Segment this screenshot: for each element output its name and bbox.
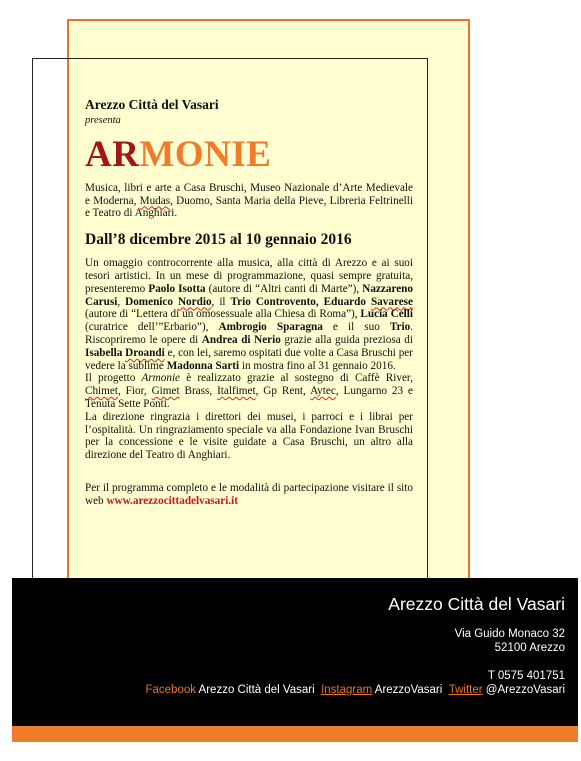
paragraph-website	[85, 482, 413, 508]
footer-org-name: Arezzo Città del Vasari	[388, 594, 565, 614]
facebook-handle: Arezzo Città del Vasari	[196, 684, 315, 696]
name-trio-controvento: Trio Controvento, Eduardo	[230, 295, 371, 308]
text: in mostra fino al 31 gennaio 2016.	[239, 359, 396, 372]
event-dates: Dall’8 dicembre 2015 al 10 gennaio 2016	[85, 231, 352, 249]
footer-street: Via Guido Monaco 32	[454, 628, 565, 640]
text: Il progetto	[85, 372, 142, 385]
text: . Riscopriremo le opere di	[85, 321, 413, 346]
name-sarti: Madonna Sarti	[166, 359, 240, 372]
text: , Lungarno 23 e Tenuta Sette Ponti.	[85, 385, 414, 410]
twitter-link[interactable]: Twitter	[448, 684, 483, 696]
text: Per il programma completo e le modalità di partecipazione visitare il sito web	[85, 481, 413, 507]
text: e il suo	[322, 321, 390, 334]
spacer	[85, 472, 413, 482]
paragraph-thanks: La direzione ringrazia i direttori dei musei, i parroci e i librai per l’ospitalità. Un ringraziamento speciale va alla Fondazione Ivan Bruschi per la concessione e le visite guidate a Casa Bruschi, un altro alla direzione del Teatro di Anghiari.	[85, 410, 413, 462]
footer-city: 52100 Arezzo	[494, 642, 565, 654]
desc-mudas: Mudas	[139, 194, 171, 207]
name-isotta: Paolo Isotta	[148, 282, 206, 295]
spacer	[85, 462, 413, 472]
paragraph-intro	[85, 257, 413, 372]
footer-contact	[145, 594, 565, 697]
text: , il	[211, 295, 231, 308]
footer-phone: T 0575 401751	[487, 670, 565, 682]
text: , Gp Rent,	[255, 385, 311, 398]
sponsor-chimet: Chimet	[85, 385, 118, 398]
text: , Fior,	[117, 385, 152, 398]
text: Un omaggio controcorrente alla musica, alla città di Arezzo e ai suoi tesori artistici. In un mese di programmazione, quasi sempre gratuita, presenteremo	[85, 257, 413, 295]
instagram-link[interactable]: Instagram	[321, 684, 373, 696]
name-sparagna: Ambrogio Sparagna	[218, 321, 323, 334]
name-trio: Trio	[389, 321, 411, 334]
instagram-handle: ArezzoVasari	[372, 684, 443, 696]
flyer-content	[85, 97, 413, 508]
text: Brass,	[179, 385, 218, 398]
footer	[12, 578, 578, 726]
desc-text-2: , Duomo, Santa Maria della Pieve, Libreria Feltrinelli e Teatro di Anghiari.	[85, 194, 413, 220]
presenta-label: presenta	[85, 115, 121, 126]
name-savarese: Savarese	[370, 295, 414, 308]
text: (curatrice dell’”Erbario”),	[85, 321, 219, 334]
title-part-monie: MONIE	[139, 133, 272, 175]
name-nordio-last: Nordio	[177, 295, 212, 308]
name-celli: Lucia Celli	[360, 308, 413, 321]
organizer-name: Arezzo Città del Vasari	[85, 97, 219, 112]
bottom-orange-bar	[12, 726, 578, 742]
name-isabella: Isabella	[85, 346, 126, 359]
text: (autore di “Lettera di un omosessuale alla Chiesa di Roma”),	[85, 308, 361, 321]
name-nerio: Andrea di Nerio	[201, 333, 281, 346]
facebook-link[interactable]: Facebook	[145, 684, 196, 696]
text: è realizzato grazie al sostegno di Caffè River,	[180, 372, 413, 385]
text: e, con lei, saremo ospitati due volte a Casa Bruschi per vedere la sublime	[85, 346, 413, 372]
name-carusi: Nazzareno Carusi	[85, 282, 413, 308]
name-droandi: Droandi	[125, 346, 165, 359]
event-description	[85, 182, 413, 220]
paragraph-sponsors	[85, 372, 413, 410]
name-nordio-first: Domenico	[125, 295, 178, 308]
sponsor-gimet: Gimet	[151, 385, 180, 398]
text: (autore di “Altri canti di Marte”),	[205, 282, 363, 295]
event-title	[85, 134, 413, 176]
footer-social	[145, 683, 565, 697]
twitter-handle: @ArezzoVasari	[482, 684, 565, 696]
title-part-ar: AR	[85, 133, 140, 175]
text: grazie alla guida preziosa di	[280, 333, 413, 346]
text: ,	[117, 295, 126, 308]
sponsor-aytec: Aytec	[310, 385, 336, 398]
desc-text: Musica, libri e arte a Casa Bruschi, Museo Nazionale d’Arte Medievale e Moderna,	[85, 181, 413, 207]
armonie-italic: Armonie	[141, 372, 181, 385]
sponsor-italfimet: Italfimet	[217, 385, 256, 398]
website-link[interactable]: www.arezzocittadelvasari.it	[106, 494, 238, 507]
